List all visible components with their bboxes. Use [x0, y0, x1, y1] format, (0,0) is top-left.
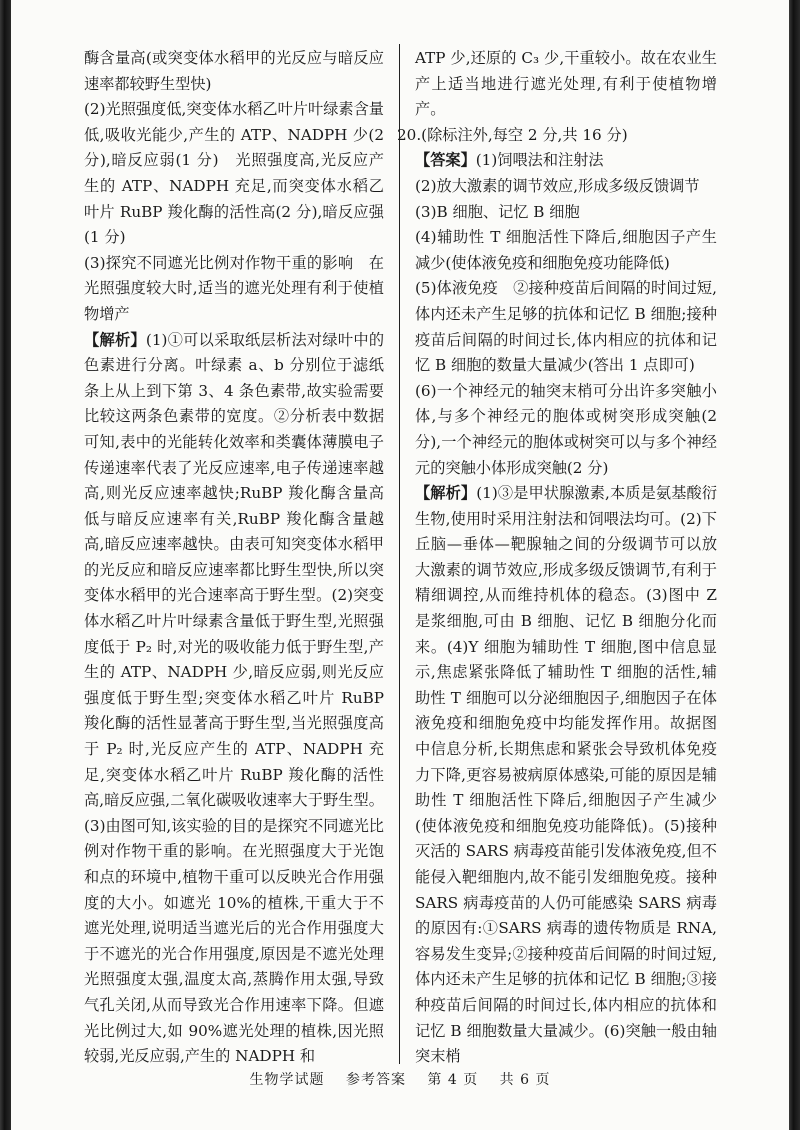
left-paragraph: (2)光照强度低,突变体水稻乙叶片叶绿素含量低,吸收光能少,产生的 ATP、NADPH 少(2 分),暗反应弱(1 分) 光照强度高,光反应产生的 ATP、NADPH 充足,而突变体水稻乙叶片 RuBP 羧化酶的活性高(2 分),暗反应强(1 分): [84, 100, 384, 247]
answer-item: (5)体液免疫 ②接种疫苗后间隔的时间过短,体内还未产生足够的抗体和记忆 B 细胞;接种疫苗后间隔的时间过长,体内相应的抗体和记忆 B 细胞的数量大量减少(答出 1 点即可): [415, 279, 717, 375]
footer-label: 参考答案: [345, 1072, 406, 1088]
left-column: [84, 46, 384, 1070]
answer-item: (6)一个神经元的轴突末梢可分出许多突触小体,与多个神经元的胞体或树突形成突触(2 分),一个神经元的胞体或树突可以与多个神经元的突触小体形成突触(2 分): [415, 381, 717, 477]
question-header-line: [397, 123, 717, 149]
answer-item: (2)放大激素的调节效应,形成多级反馈调节: [415, 176, 700, 195]
analysis-paragraph: [84, 328, 384, 1070]
right-border-bar: [789, 0, 800, 1130]
left-border-bar: [0, 0, 11, 1130]
footer-page-total: 共 6 页: [499, 1072, 551, 1088]
continuation-text: ATP 少,还原的 C₃ 少,干重较小。故在农业生产上适当地进行遮光处理,有利于使植物增产。: [415, 49, 717, 119]
question-number: 20.: [397, 125, 422, 144]
analysis-tag: 【解析】: [415, 484, 477, 503]
column-divider: [399, 44, 400, 1064]
question-header: (除标注外,每空 2 分,共 16 分): [421, 125, 628, 144]
answer-line: [415, 148, 717, 174]
answer-item: (3)B 细胞、记忆 B 细胞: [415, 202, 580, 221]
analysis-text: (1)①可以采取纸层析法对绿叶中的色素进行分离。叶绿素 a、b 分别位于滤纸条上从上到下第 3、4 条色素带,故实验需要比较这两条色素带的宽度。②分析表中数据可知,表中的光能转化效率和类囊体薄膜电子传递速率代表了光反应速率,电子传递速率越高,则光反应速率越快;RuBP 羧化酶含量高低与暗反应速率有关,RuBP 羧化酶含量越高,暗反应速率越快。由表可知突变体水稻甲的光反应和暗反应速率都比野生型快,所以突变体水稻甲的光合速率高于野生型。(2)突变体水稻乙叶片叶绿素含量低于野生型,光照强度低于 P₂ 时,对光的吸收能力低于野生型,产生的 ATP、NADPH 少,暗反应弱,则光反应强度低于野生型;突变体水稻乙叶片 RuBP 羧化酶的活性显著高于野生型,当光照强度高于 P₂ 时,光反应产生的 ATP、NADPH 充足,突变体水稻乙叶片 RuBP 羧化酶的活性高,暗反应强,二氧化碳吸收速率大于野生型。(3)由图可知,该实验的目的是探究不同遮光比例对作物干重的影响。在光照强度大于光饱和点的环境中,植物干重可以反映光合作用强度的大小。如遮光 10%的植株,干重大于不遮光处理,说明适当遮光后的光合作用强度大于不遮光的光合作用强度,原因是不遮光处理光照强度太强,温度太高,蒸腾作用太强,导致气孔关闭,从而导致光合作用速率下降。但遮光比例过大,如 90%遮光处理的植株,因光照较弱,光反应弱,产生的 NADPH 和: [84, 330, 385, 1066]
analysis-tag: 【解析】: [84, 330, 146, 349]
answer-item: (4)辅助性 T 细胞活性下降后,细胞因子产生减少(使体液免疫和细胞免疫功能降低): [415, 228, 717, 272]
footer-page-number: 第 4 页: [427, 1072, 479, 1088]
left-paragraph: 酶含量高(或突变体水稻甲的光反应与暗反应速率都较野生型快): [84, 49, 384, 93]
analysis-paragraph: [415, 481, 717, 1070]
left-paragraph: (3)探究不同遮光比例对作物干重的影响 在光照强度较大时,适当的遮光处理有利于使植物增产: [84, 253, 384, 323]
answer-item: (1)饲喂法和注射法: [475, 151, 604, 170]
analysis-text: (1)③是甲状腺激素,本质是氨基酸衍生物,使用时采用注射法和饲喂法均可。(2)下丘脑—垂体—靶腺轴之间的分级调节可以放大激素的调节效应,形成多级反馈调节,有利于精细调控,从而维持机体的稳态。(3)图中 Z 是浆细胞,可由 B 细胞、记忆 B 细胞分化而来。(4)Y 细胞为辅助性 T 细胞,图中信息显示,焦虑紧张降低了辅助性 T 细胞的活性,辅助性 T 细胞可以分泌细胞因子,细胞因子在体液免疫和细胞免疫中均能发挥作用。故据图中信息分析,长期焦虑和紧张会导致机体免疫力下降,更容易被病原体感染,可能的原因是辅助性 T 细胞活性下降后,细胞因子产生减少(使体液免疫和细胞免疫功能降低)。(5)接种灭活的 SARS 病毒疫苗能引发体液免疫,但不能侵入靶细胞内,故不能引发细胞免疫。接种 SARS 病毒疫苗的人仍可能感染 SARS 病毒的原因有:①SARS 病毒的遗传物质是 RNA,容易发生变异;②接种疫苗后间隔的时间过短,体内还未产生足够的抗体和记忆 B 细胞;③接种疫苗后间隔的时间过长,体内相应的抗体和记忆 B 细胞数量大量减少。(6)突触一般由轴突末梢: [415, 484, 718, 1066]
right-column: [397, 46, 718, 1070]
answer-tag: 【答案】: [415, 151, 476, 170]
footer-subject: 生物学试题: [249, 1072, 325, 1088]
page-footer: [0, 1069, 800, 1089]
